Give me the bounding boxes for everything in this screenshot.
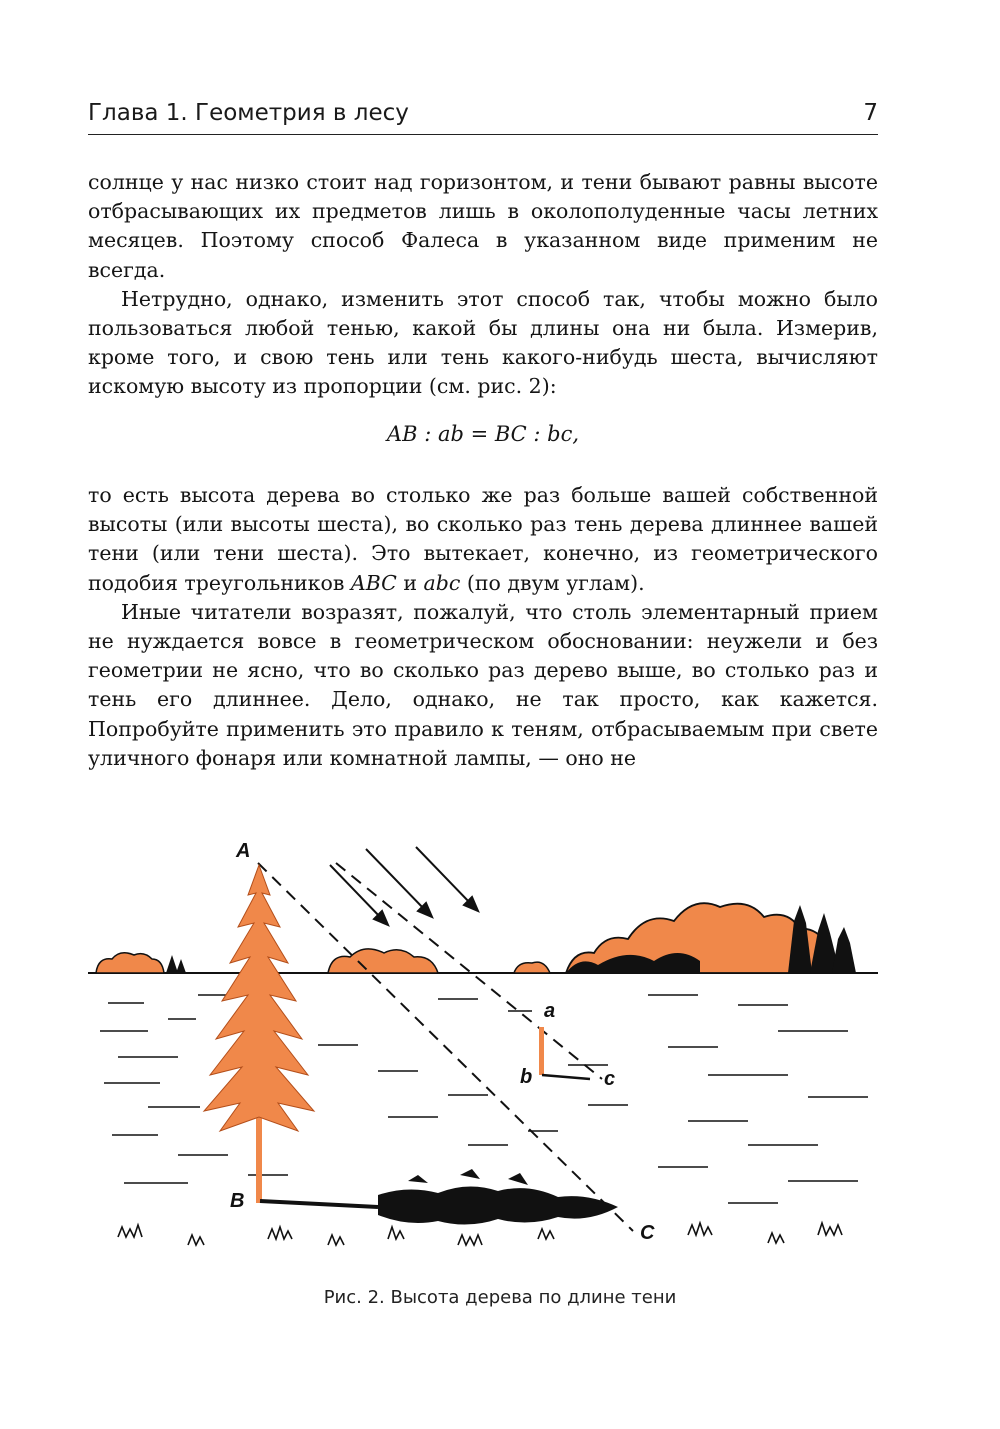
bush-water-right xyxy=(514,962,550,973)
label-b: b xyxy=(520,1066,533,1088)
label-A: A xyxy=(236,840,251,862)
paragraph-3 xyxy=(88,481,878,598)
paragraph-3-text-a: то есть высота дерева во столько же раз больше вашей собственной высоты (или высоты шеста), во сколько раз тень дерева длиннее вашей тени (или тени шеста). Это вытекает, конечно, из геометрического подобия треугольников xyxy=(88,483,878,595)
figure-illustration xyxy=(88,835,878,1255)
bush-middle xyxy=(328,949,438,973)
small-firs-left xyxy=(166,955,186,973)
page-number: 7 xyxy=(863,100,878,126)
figure-tree-shadow xyxy=(88,835,878,1255)
label-a: a xyxy=(544,1000,556,1022)
shadow-line-bc xyxy=(260,1201,378,1207)
pole-ab xyxy=(539,1027,544,1075)
fir-tree xyxy=(204,865,314,1203)
chapter-title: Глава 1. Геометрия в лесу xyxy=(88,100,409,126)
label-B: B xyxy=(230,1190,245,1212)
grass xyxy=(118,1223,842,1245)
label-c: c xyxy=(604,1068,616,1090)
figure-caption: Рис. 2. Высота дерева по длине тени xyxy=(323,1287,677,1308)
paragraph-4: Иные читатели возразят, пожалуй, что столь элементарный прием не нуждается вовсе в геометрическом обосновании: неужели и без геометрии не ясно, что во сколько раз дерево выше, во столько раз и тень его длиннее. Дело, однако, не так просто, как кажется. Попробуйте применить это правило к теням, отбрасываемым при свете уличного фонаря или комнатной лампы, — оно не xyxy=(88,599,878,770)
text-block-bottom xyxy=(88,481,878,773)
ray-line-tree xyxy=(258,863,633,1231)
paragraph-2: Нетрудно, однако, изменить этот способ так, чтобы можно было пользоваться любой тенью, какой бы длины она ни была. Измерив, кроме того, и свою тень или тень какого-нибудь шеста, вычисляют искомую высоту из пропорции (см. рис. 2): xyxy=(88,286,878,399)
proportion-formula: AB : ab = BC : bc, xyxy=(386,422,580,446)
sun-ray-arrows xyxy=(330,847,478,925)
pole-shadow-bc xyxy=(542,1075,590,1079)
bush-left xyxy=(96,953,164,973)
tree-shadow xyxy=(378,1169,618,1225)
text-block-top xyxy=(88,168,878,402)
running-header xyxy=(88,98,878,135)
tree-crown xyxy=(204,865,314,1131)
triangle-abc-upper: ABC xyxy=(350,570,397,595)
forest-right xyxy=(566,903,856,973)
triangle-abc-lower: abc xyxy=(423,570,461,595)
paragraph-3-text-b: и xyxy=(396,570,424,595)
paragraph-1: солнце у нас низко стоит над горизонтом, и тени бывают равны высоте отбрасывающих их предметов лишь в околополуденные часы летних месяцев. Поэтому способ Фалеса в указанном виде применим не всегда. xyxy=(88,170,878,282)
paragraph-3-text-c: (по двум углам). xyxy=(460,570,645,595)
label-C: C xyxy=(640,1222,655,1244)
